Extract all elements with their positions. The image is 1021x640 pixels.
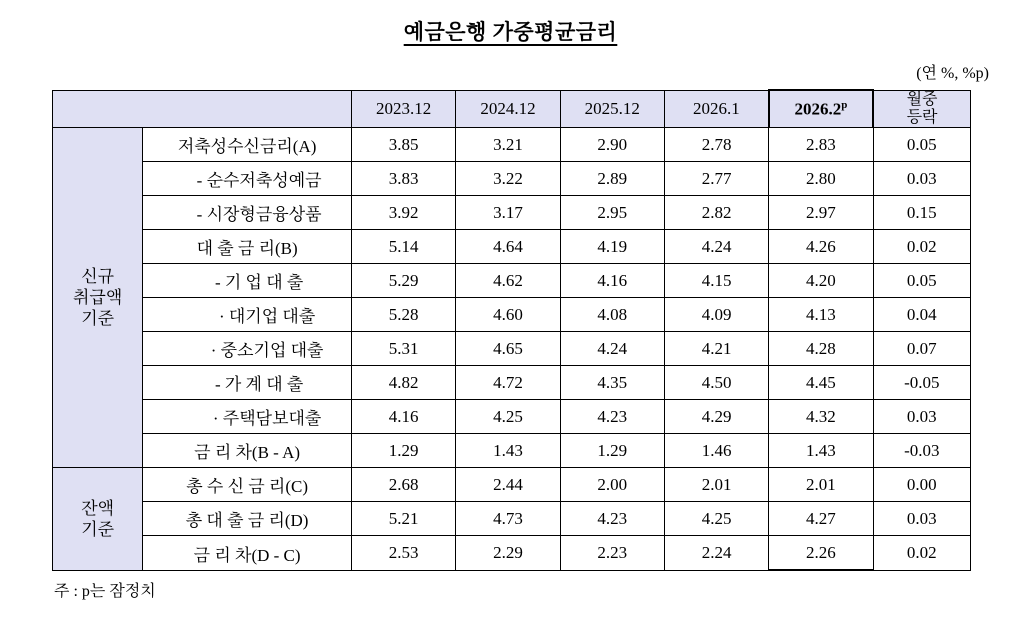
header-col-2026-1: 2026.1 bbox=[664, 90, 768, 128]
cell-value: 2.78 bbox=[664, 128, 768, 162]
table-footnote: 주 : p는 잠정치 bbox=[54, 583, 156, 601]
cell-value: 2.77 bbox=[664, 162, 768, 196]
table-row bbox=[53, 400, 971, 434]
cell-change: 0.07 bbox=[873, 332, 970, 366]
cell-value: 4.16 bbox=[560, 264, 664, 298]
row-label: 금 리 차(D - C) bbox=[143, 536, 352, 571]
header-col-2026-2-text: 2026.2 bbox=[794, 99, 842, 119]
table-row bbox=[53, 536, 971, 571]
header-corner bbox=[53, 90, 352, 128]
group-label-line2: 기준 bbox=[81, 520, 115, 540]
cell-value: 4.50 bbox=[664, 366, 768, 400]
cell-value-highlight: 4.28 bbox=[769, 332, 873, 366]
cell-value: 2.53 bbox=[351, 536, 455, 571]
cell-value: 5.31 bbox=[351, 332, 455, 366]
cell-value: 1.29 bbox=[560, 434, 664, 468]
cell-value: 4.08 bbox=[560, 298, 664, 332]
cell-value: 4.62 bbox=[456, 264, 560, 298]
row-label: 총 대 출 금 리(D) bbox=[143, 502, 352, 536]
cell-value: 4.82 bbox=[351, 366, 455, 400]
cell-change: 0.02 bbox=[873, 230, 970, 264]
row-label: - 시장형금융상품 bbox=[143, 196, 352, 230]
cell-value: 4.64 bbox=[456, 230, 560, 264]
cell-value: 4.73 bbox=[456, 502, 560, 536]
cell-change: 0.15 bbox=[873, 196, 970, 230]
table-head bbox=[53, 90, 971, 128]
cell-value: 5.14 bbox=[351, 230, 455, 264]
cell-value: 4.25 bbox=[664, 502, 768, 536]
cell-value: 2.00 bbox=[560, 468, 664, 502]
group-label-line3: 기준 bbox=[81, 309, 115, 329]
cell-value: 2.89 bbox=[560, 162, 664, 196]
table-row bbox=[53, 128, 971, 162]
cell-value-highlight: 2.26 bbox=[769, 536, 873, 571]
cell-value: 4.21 bbox=[664, 332, 768, 366]
table-container bbox=[0, 83, 1021, 571]
cell-value: 4.23 bbox=[560, 400, 664, 434]
cell-value: 4.29 bbox=[664, 400, 768, 434]
cell-change: 0.04 bbox=[873, 298, 970, 332]
row-label: 대 출 금 리(B) bbox=[143, 230, 352, 264]
cell-value: 4.23 bbox=[560, 502, 664, 536]
cell-value: 3.92 bbox=[351, 196, 455, 230]
table-row bbox=[53, 434, 971, 468]
cell-value: 4.16 bbox=[351, 400, 455, 434]
header-col-monthly-change bbox=[873, 90, 970, 128]
table-row bbox=[53, 468, 971, 502]
cell-value-highlight: 2.01 bbox=[769, 468, 873, 502]
cell-value: 2.90 bbox=[560, 128, 664, 162]
header-row bbox=[53, 90, 971, 128]
row-label: · 중소기업 대출 bbox=[143, 332, 352, 366]
header-col-2023-12: 2023.12 bbox=[351, 90, 455, 128]
cell-value: 5.29 bbox=[351, 264, 455, 298]
cell-value: 4.35 bbox=[560, 366, 664, 400]
header-monthly-change-line2: 등락 bbox=[906, 108, 938, 126]
cell-value: 5.28 bbox=[351, 298, 455, 332]
row-label: - 기 업 대 출 bbox=[143, 264, 352, 298]
cell-change: 0.05 bbox=[873, 264, 970, 298]
cell-value: 5.21 bbox=[351, 502, 455, 536]
cell-change: -0.03 bbox=[873, 434, 970, 468]
table-row bbox=[53, 502, 971, 536]
cell-value: 3.85 bbox=[351, 128, 455, 162]
row-label: · 대기업 대출 bbox=[143, 298, 352, 332]
cell-value-highlight: 4.26 bbox=[769, 230, 873, 264]
cell-value: 3.17 bbox=[456, 196, 560, 230]
cell-value: 3.83 bbox=[351, 162, 455, 196]
unit-note: (연 %, %p) bbox=[916, 65, 989, 82]
group-label-balance bbox=[53, 468, 143, 571]
cell-change: 0.03 bbox=[873, 502, 970, 536]
table-row bbox=[53, 298, 971, 332]
header-monthly-change-line1: 월중 bbox=[906, 90, 938, 108]
row-label: 총 수 신 금 리(C) bbox=[143, 468, 352, 502]
cell-value: 4.09 bbox=[664, 298, 768, 332]
cell-value: 1.46 bbox=[664, 434, 768, 468]
cell-value: 2.68 bbox=[351, 468, 455, 502]
cell-value-highlight: 4.45 bbox=[769, 366, 873, 400]
header-col-2025-12: 2025.12 bbox=[560, 90, 664, 128]
cell-value-highlight: 4.20 bbox=[769, 264, 873, 298]
cell-value: 4.65 bbox=[456, 332, 560, 366]
cell-value: 2.23 bbox=[560, 536, 664, 571]
provisional-superscript: p bbox=[841, 98, 848, 111]
cell-change: 0.03 bbox=[873, 400, 970, 434]
cell-value-highlight: 4.13 bbox=[769, 298, 873, 332]
cell-change: 0.05 bbox=[873, 128, 970, 162]
cell-value: 2.24 bbox=[664, 536, 768, 571]
cell-change: 0.02 bbox=[873, 536, 970, 571]
table-row bbox=[53, 196, 971, 230]
table-row bbox=[53, 366, 971, 400]
header-col-2026-2-provisional bbox=[769, 90, 873, 128]
cell-value: 4.24 bbox=[560, 332, 664, 366]
cell-value: 1.43 bbox=[456, 434, 560, 468]
cell-value: 3.22 bbox=[456, 162, 560, 196]
row-label: - 순수저축성예금 bbox=[143, 162, 352, 196]
cell-value: 4.24 bbox=[664, 230, 768, 264]
cell-change: 0.00 bbox=[873, 468, 970, 502]
group-label-line2: 취급액 bbox=[73, 288, 123, 308]
table-row bbox=[53, 230, 971, 264]
cell-value-highlight: 4.27 bbox=[769, 502, 873, 536]
page-title: 예금은행 가중평균금리 bbox=[403, 20, 618, 44]
table-row bbox=[53, 264, 971, 298]
cell-value: 4.15 bbox=[664, 264, 768, 298]
cell-value-highlight: 2.83 bbox=[769, 128, 873, 162]
group-label-line1: 잔액 bbox=[81, 498, 115, 518]
cell-value: 2.01 bbox=[664, 468, 768, 502]
cell-value: 2.29 bbox=[456, 536, 560, 571]
cell-change: -0.05 bbox=[873, 366, 970, 400]
cell-value: 2.82 bbox=[664, 196, 768, 230]
cell-value-highlight: 2.80 bbox=[769, 162, 873, 196]
cell-value-highlight: 1.43 bbox=[769, 434, 873, 468]
table-body bbox=[53, 128, 971, 571]
table-row bbox=[53, 162, 971, 196]
weighted-average-interest-rate-table bbox=[52, 89, 971, 571]
cell-value: 1.29 bbox=[351, 434, 455, 468]
cell-value-highlight: 4.32 bbox=[769, 400, 873, 434]
cell-value: 4.72 bbox=[456, 366, 560, 400]
cell-value-highlight: 2.97 bbox=[769, 196, 873, 230]
cell-change: 0.03 bbox=[873, 162, 970, 196]
cell-value: 4.60 bbox=[456, 298, 560, 332]
row-label: - 가 계 대 출 bbox=[143, 366, 352, 400]
row-label: · 주택담보대출 bbox=[143, 400, 352, 434]
group-label-new-loans bbox=[53, 128, 143, 468]
cell-value: 4.19 bbox=[560, 230, 664, 264]
row-label: 저축성수신금리(A) bbox=[143, 128, 352, 162]
cell-value: 2.95 bbox=[560, 196, 664, 230]
cell-value: 3.21 bbox=[456, 128, 560, 162]
group-label-line1: 신규 bbox=[81, 266, 115, 286]
cell-value: 4.25 bbox=[456, 400, 560, 434]
cell-value: 2.44 bbox=[456, 468, 560, 502]
table-row bbox=[53, 332, 971, 366]
header-col-2024-12: 2024.12 bbox=[456, 90, 560, 128]
row-label: 금 리 차(B - A) bbox=[143, 434, 352, 468]
